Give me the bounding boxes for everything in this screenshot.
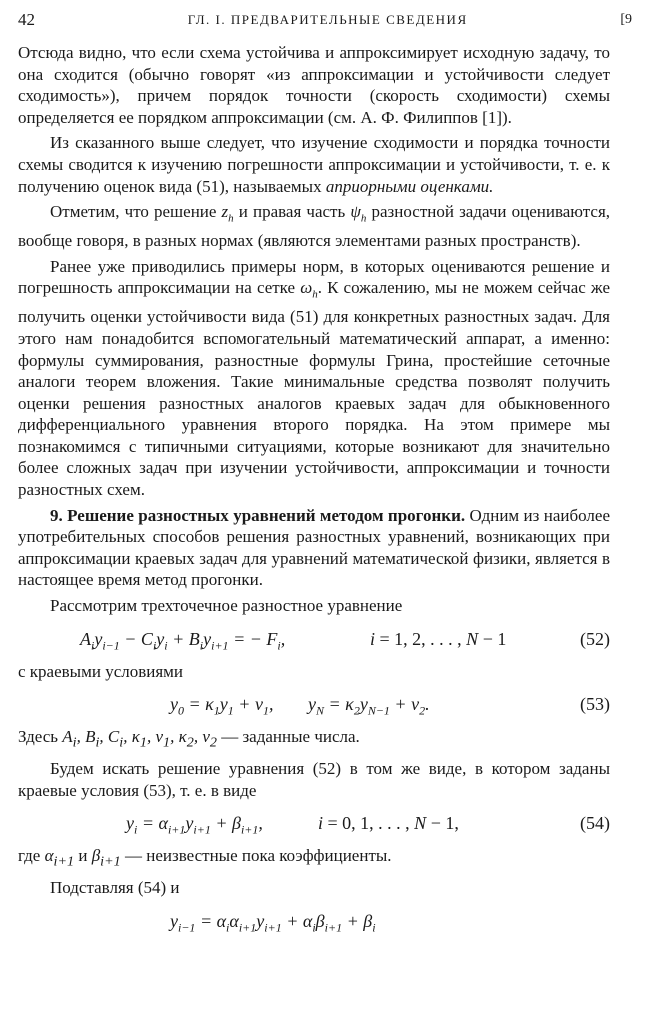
paragraph-coefficients: где $\alpha_{i+1}$ и $\beta_{i+1}$ — неизвестные пока коэффициенты. [18, 846, 392, 870]
equation-number: (52) [580, 628, 610, 649]
paragraph-given: Здесь $A_i$, $B_i$, $C_i$, $\kappa_1$, $\nu_1$, $\kappa_2$, $\nu_2$ — заданные числа. [18, 727, 360, 751]
body-text [18, 42, 610, 943]
equation-substitution: $y_{i-1} = \alpha_i\alpha_{i+1}y_{i+1} + \alpha_i\beta_{i+1} + \beta_i$ [170, 910, 376, 935]
paragraph-boundary: с краевыми условиями [18, 661, 184, 681]
equation-53: $y_0 = \kappa_1y_1 + \nu_1$, $y_N = \kappa_2y_{N-1} + \nu_2$. (53) [18, 688, 610, 720]
section-mark: [9 [620, 12, 632, 27]
section-9-paragraph: 9. Решение разностных уравнений методом прогонки. Одним из наиболее употребительных способов решения разностных уравнений, возникающих при аппроксимации краевых задач для уравнений математической физики, является в настоящее время метод прогонки. [18, 505, 610, 590]
equation-number: (54) [580, 813, 610, 834]
paragraph-seek: Будем искать решение уравнения (52) в том же виде, в котором заданы краевые условия (53), т. е. в виде [18, 759, 610, 800]
paragraph-substituting: Подставляя (54) и [50, 878, 180, 898]
section-heading: 9. Решение разностных уравнений методом прогонки. [50, 505, 466, 525]
equation-54: $y_i = \alpha_{i+1}y_{i+1} + \beta_{i+1}$, i = 0, 1, . . . , N − 1, (54) [18, 807, 610, 839]
equation-52: $A_iy_{i-1} - C_iy_i + B_iy_{i+1}$ = − $F_i$, i = 1, 2, . . . , N − 1 (52) [18, 623, 610, 655]
paragraph-examples: Ранее уже приводились примеры норм, в которых оцениваются решение и погрешность аппроксимации на сетке $\omega_h$. К сожалению, мы не можем сейчас же получить оценки устойчивости вида (51) для конкретных разностных задач. Для этого нам понадобится вспомогательный математический аппарат, а именно: формулы суммирования, разностные формулы Грина, простейшие сеточные аналоги теорем вложения. Такие минимальные средства позволят получить оценки решения разностных аналогов краевых задач для обыкновенного дифференциального уравнения второго порядка. На этом примере мы познакомимся с типичными ситуациями, которые возникают для значительно более сложных задач при изучении устойчивости, аппроксимации и точности разностных схем. [18, 256, 610, 500]
equation-number: (53) [580, 694, 610, 715]
paragraph-norms: Отметим, что решение $z_h$ и правая часть $\psi_h$ разностной задачи оцениваются, вообще говоря, в разных нормах (являются элементами разных пространств). [18, 202, 611, 251]
term-a-priori: априорными оценками. [325, 176, 494, 196]
paragraph-three-point: Рассмотрим трехточечное разностное уравнение [50, 596, 403, 616]
running-header [18, 8, 632, 32]
paragraph-convergence: Отсюда видно, что если схема устойчива и аппроксимирует исходную задачу, то она сходится (обычно говорят «из аппроксимации и устойчивости следует сходимость»), причем порядок точности (скорость сходимости) схемы определяется ее порядком аппроксимации (см. А. Ф. Филиппов [1]). [18, 43, 610, 127]
running-title: ГЛ. I. ПРЕДВАРИТЕЛЬНЫЕ СВЕДЕНИЯ [187, 12, 468, 27]
page-number: 42 [18, 10, 35, 29]
paragraph-a-priori: Из сказанного выше следует, что изучение сходимости и порядка точности схемы сводится к изучению погрешности аппроксимации и устойчивости, т. е. к получению оценок вида (51), называемых априорными оценками. [18, 133, 610, 196]
